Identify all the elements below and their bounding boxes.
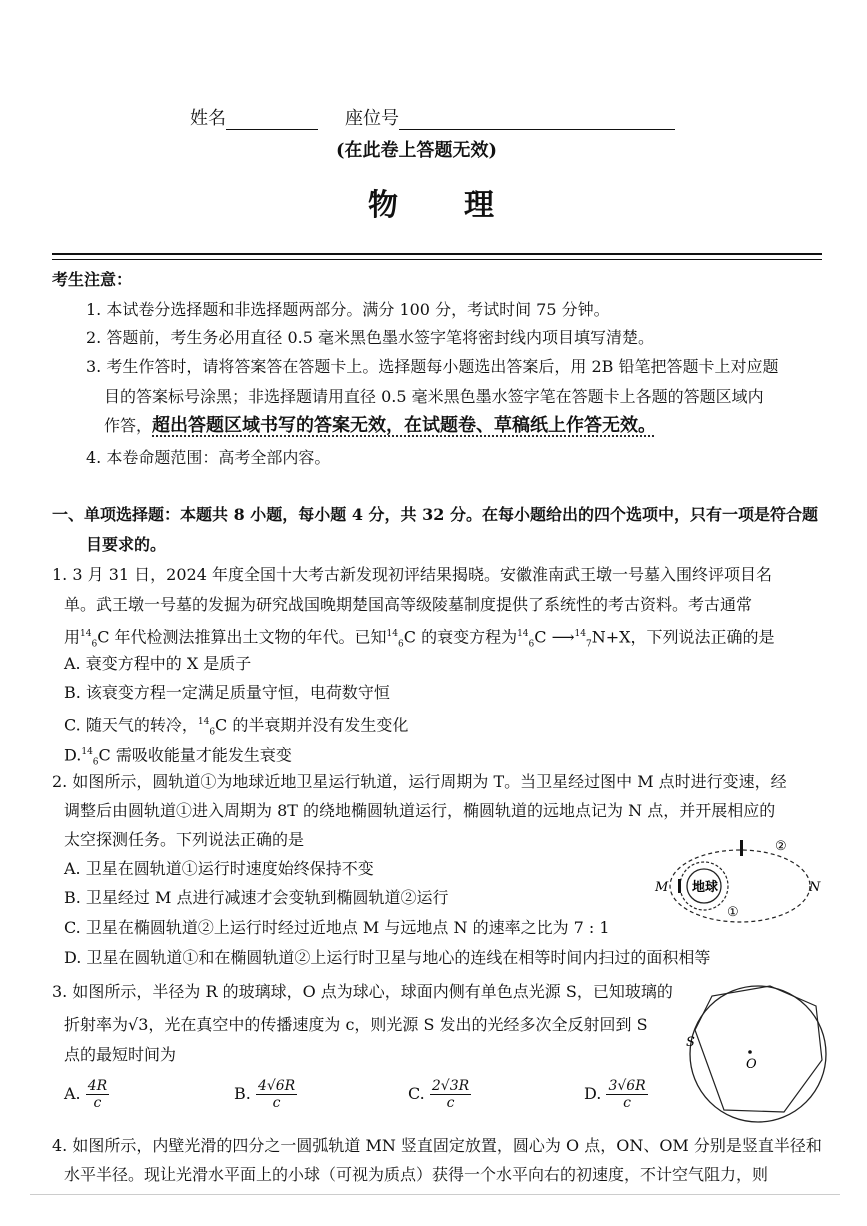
orbit-2-label: ② (775, 839, 787, 854)
instruction-4: 4. 本卷命题范围：高考全部内容。 (86, 448, 331, 467)
q2-line1: 2. 如图所示，圆轨道①为地球近地卫星运行轨道，运行周期为 T。当卫星经过图中 M 点时进行变速，经 (52, 772, 787, 791)
header-rule-bottom (52, 259, 822, 260)
q4-line2: 水平半径。现让光滑水平面上的小球（可视为质点）获得一个水平向右的初速度，不计空气阻力，则 (64, 1165, 769, 1184)
q1-option-c: C. 随天气的转冷，$^{14}_6$C 的半衰期并没有发生变化 (64, 715, 409, 738)
q1-option-a: A. 衰变方程中的 X 是质子 (64, 654, 252, 673)
q3-line3: 点的最短时间为 (64, 1045, 177, 1064)
point-n-label: N (809, 880, 821, 895)
section1-heading-cont: 目要求的。 (86, 535, 167, 554)
orbit-diagram (645, 826, 825, 926)
q2-option-d: D. 卫星在圆轨道①和在椭圆轨道②上运行时卫星与地心的连线在相等时间内扫过的面积相等 (64, 948, 711, 967)
orbit-1-label: ① (727, 905, 739, 920)
name-label: 姓名 (190, 104, 318, 130)
q1-line1: 1. 3 月 31 日，2024 年度全国十大考古新发现初评结果揭晓。安徽淮南武王墩一号墓入围终评项目名 (52, 565, 772, 584)
q3-option-b: B. $\frac{4√6R}{c}$ (234, 1078, 296, 1111)
q1-option-d: D.$^{14}_6$C 需吸收能量才能发生衰变 (64, 745, 292, 768)
q3-option-c: C. $\frac{2√3R}{c}$ (408, 1078, 470, 1111)
page-bottom-rule (30, 1194, 840, 1195)
q4-line1: 4. 如图所示，内壁光滑的四分之一圆弧轨道 MN 竖直固定放置，圆心为 O 点，ON、OM 分别是竖直半径和 (52, 1136, 822, 1155)
q1-line3: 用$^{14}_6$C 年代检测法推算出土文物的年代。已知$^{14}_6$C 的衰变方程为$^{14}_6$C ⟶$^{14}_7$N+X，下列说法正确的是 (64, 627, 775, 650)
q1-option-b: B. 该衰变方程一定满足质量守恒，电荷数守恒 (64, 683, 390, 702)
earth-label: 地球 (692, 879, 719, 894)
satellite-top (740, 840, 743, 856)
seat-blank[interactable] (399, 111, 675, 130)
section1-heading: 一、单项选择题：本题共 8 小题，每小题 4 分，共 32 分。在每小题给出的四个选项中，只有一项是符合题 (52, 505, 818, 524)
center-o-dot (748, 1050, 752, 1054)
source-s-label: S (686, 1035, 695, 1050)
satellite-m (678, 879, 681, 893)
instruction-1: 1. 本试卷分选择题和非选择题两部分。满分 100 分，考试时间 75 分钟。 (86, 300, 610, 319)
invalid-notice: (在此卷上答题无效) (336, 140, 498, 161)
q1-line2: 单。武王墩一号墓的发掘为研究战国晚期楚国高等级陵墓制度提供了系统性的考古资料。考古通常 (64, 595, 753, 614)
emphasis-text: 超出答题区域书写的答案无效，在试题卷、草稿纸上作答无效。 (152, 415, 657, 436)
q2-option-c: C. 卫星在椭圆轨道②上运行时经过近地点 M 与远地点 N 的速率之比为 7 : 1 (64, 918, 610, 937)
q2-option-a: A. 卫星在圆轨道①运行时速度始终保持不变 (64, 859, 374, 878)
glass-sphere-diagram (684, 980, 834, 1130)
page-title: 物 理 (368, 188, 496, 223)
q2-line3: 太空探测任务。下列说法正确的是 (64, 830, 305, 849)
instruction-3-end: 作答，超出答题区域书写的答案无效，在试题卷、草稿纸上作答无效。 (104, 415, 657, 436)
light-path (695, 986, 822, 1112)
header-rule-top (52, 253, 822, 255)
sphere-circle (690, 986, 826, 1122)
instruction-3: 3. 考生作答时，请将答案答在答题卡上。选择题每小题选出答案后，用 2B 铅笔把答题卡上对应题 (86, 357, 779, 376)
instruction-2: 2. 答题前，考生务必用直径 0.5 毫米黑色墨水签字笔将密封线内项目填写清楚。 (86, 328, 654, 347)
q3-option-a: A. $\frac{4R}{c}$ (64, 1078, 108, 1111)
seat-label: 座位号 (345, 104, 675, 130)
q2-line2: 调整后由圆轨道①进入周期为 8T 的绕地椭圆轨道运行，椭圆轨道的远地点记为 N 点，并开展相应的 (64, 801, 776, 820)
instructions-heading: 考生注意： (52, 270, 133, 289)
instruction-3-cont: 目的答案标号涂黑；非选择题请用直径 0.5 毫米黑色墨水签字笔在答题卡上各题的答题区域内 (104, 387, 764, 406)
point-m-label: M (655, 880, 669, 895)
name-blank[interactable] (226, 111, 318, 130)
q3-line2: 折射率为√3，光在真空中的传播速度为 c，则光源 S 发出的光经多次全反射回到 S (64, 1015, 648, 1034)
q3-option-d: D. $\frac{3√6R}{c}$ (584, 1078, 646, 1111)
q3-line1: 3. 如图所示，半径为 R 的玻璃球，O 点为球心，球面内侧有单色点光源 S，已知玻璃的 (52, 982, 673, 1001)
center-o-label: O (746, 1057, 757, 1072)
q2-option-b: B. 卫星经过 M 点进行减速才会变轨到椭圆轨道②运行 (64, 888, 449, 907)
